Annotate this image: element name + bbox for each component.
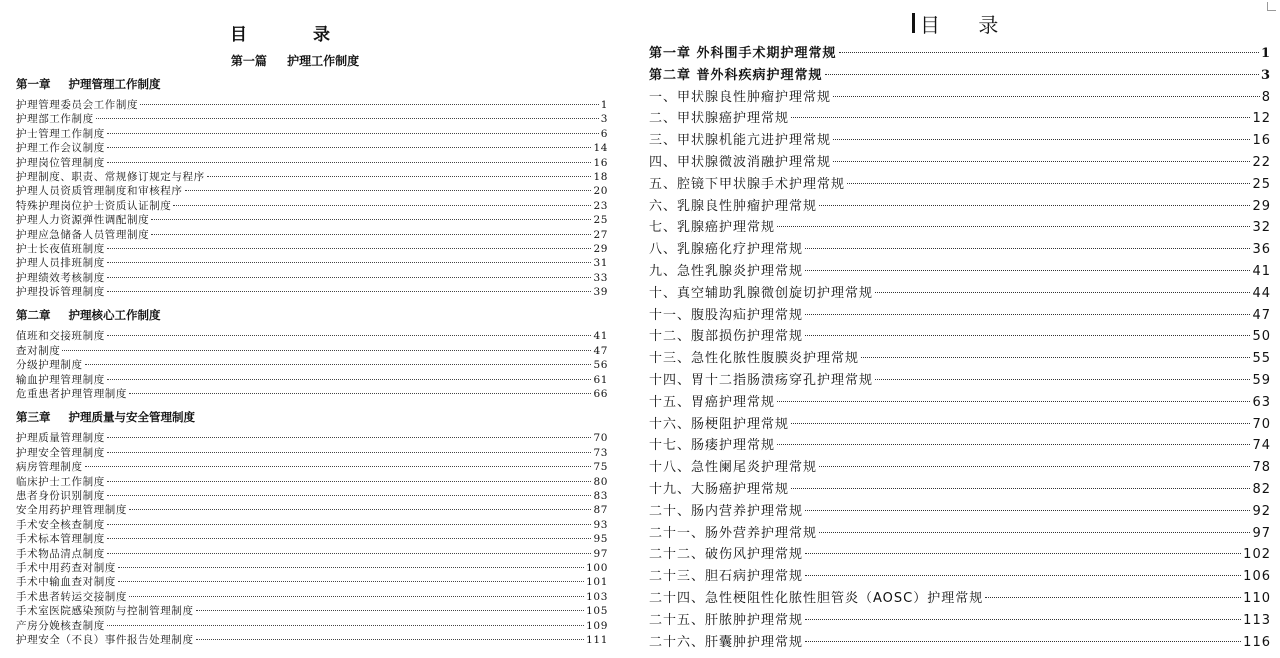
dot-leader <box>140 104 599 105</box>
toc-entry-page: 61 <box>593 373 608 386</box>
dot-leader <box>129 393 591 394</box>
dot-leader <box>833 96 1260 97</box>
toc-entry-page: 29 <box>1252 198 1271 214</box>
toc-entry-page: 31 <box>593 257 608 270</box>
dot-leader <box>819 532 1250 533</box>
toc-entry-title: 手术中输血查对制度 <box>16 576 116 589</box>
toc-entry-title: 护理绩效考核制度 <box>16 271 105 284</box>
toc-entry-title: 护理投诉管理制度 <box>16 286 105 299</box>
toc-entry-title: 手术患者转运交接制度 <box>16 590 127 603</box>
dot-leader <box>96 118 599 119</box>
toc-entry-page: 12 <box>1252 111 1271 127</box>
dot-leader <box>107 625 584 626</box>
dot-leader <box>805 314 1250 315</box>
toc-entry-page: 70 <box>593 432 608 445</box>
toc-entry <box>16 547 608 561</box>
toc-entry-title: 十、真空辅助乳腺微创旋切护理常规 <box>649 285 874 301</box>
dot-leader <box>777 444 1250 445</box>
toc-entry <box>649 239 1271 261</box>
toc-entry <box>16 98 608 112</box>
toc-entry <box>649 326 1271 348</box>
toc-entry <box>649 261 1271 283</box>
toc-entry-title: 二、甲状腺癌护理常规 <box>649 111 790 127</box>
toc-entry-page: 8 <box>1261 89 1271 105</box>
toc-entry <box>649 479 1271 501</box>
toc-entry-page: 97 <box>1252 525 1271 541</box>
dot-leader <box>805 553 1241 554</box>
toc-entry <box>649 392 1271 414</box>
dot-leader <box>107 524 592 525</box>
toc-entry-page: 106 <box>1243 569 1271 585</box>
toc-entry <box>16 141 608 155</box>
toc-entry <box>16 112 608 126</box>
toc-entry-page: 23 <box>593 199 608 212</box>
dot-leader <box>185 190 592 191</box>
dot-leader <box>805 335 1250 336</box>
toc-entry <box>649 152 1271 174</box>
toc-entry-page: 59 <box>1252 372 1271 388</box>
chapter-heading: 第一章 护理管理工作制度 <box>16 77 161 91</box>
toc-entry-page: 14 <box>593 142 608 155</box>
toc-entry-page: 113 <box>1243 612 1271 628</box>
toc-entry <box>16 460 608 474</box>
dot-leader <box>805 641 1241 642</box>
toc-entry-title: 护士管理工作制度 <box>16 127 105 140</box>
chapter-heading: 第三章 护理质量与安全管理制度 <box>16 410 196 425</box>
toc-entry <box>16 431 608 445</box>
toc-entry-title: 二十五、肝脓肿护理常规 <box>649 612 804 628</box>
toc-entry-page: 32 <box>1252 220 1271 236</box>
dot-leader <box>791 423 1250 424</box>
toc-entry-title: 护理应急储备人员管理制度 <box>16 228 150 241</box>
toc-entry-page: 87 <box>593 504 608 517</box>
toc-entry <box>649 566 1271 588</box>
toc-entry-title: 查对制度 <box>16 344 61 357</box>
toc-entry-title: 十二、腹部损伤护理常规 <box>649 329 804 345</box>
toc-entry <box>649 501 1271 523</box>
toc-entry-page: 27 <box>593 228 608 241</box>
toc-entry-page: 82 <box>1252 481 1271 497</box>
toc-entry-title: 二十四、急性梗阻性化脓性胆管炎（AOSC）护理常规 <box>649 590 984 606</box>
dot-leader <box>875 379 1250 380</box>
toc-entry-title: 手术中用药查对制度 <box>16 561 116 574</box>
toc-entry-page: 66 <box>593 388 608 401</box>
toc-entry <box>16 256 608 270</box>
toc-entry-title: 输血护理管理制度 <box>16 373 105 386</box>
dot-leader <box>118 581 584 582</box>
toc-entry-page: 25 <box>1252 176 1271 192</box>
toc-entry-page: 41 <box>593 330 608 343</box>
dot-leader <box>825 74 1259 75</box>
dot-leader <box>791 117 1250 118</box>
toc-entry-page: 63 <box>1252 394 1271 410</box>
toc-entry <box>649 523 1271 545</box>
dot-leader <box>151 219 591 220</box>
left-page-title: 目 录 <box>230 25 360 45</box>
text-cursor-icon <box>912 13 915 33</box>
toc-entry-title: 二十一、肠外营养护理常规 <box>649 525 818 541</box>
toc-entry <box>649 544 1271 566</box>
dot-leader <box>129 509 591 510</box>
toc-entry-page: 6 <box>600 127 608 140</box>
dot-leader <box>118 567 584 568</box>
dot-leader <box>805 248 1250 249</box>
toc-entry-title: 护理工作会议制度 <box>16 142 105 155</box>
dot-leader <box>805 575 1241 576</box>
toc-entry <box>16 373 608 387</box>
dot-leader <box>173 205 591 206</box>
toc-entry <box>16 604 608 618</box>
part-title: 第一篇 护理工作制度 <box>230 54 360 68</box>
toc-entry <box>16 475 608 489</box>
toc-entry-page: 75 <box>593 461 608 474</box>
toc-entry-page: 1 <box>600 99 608 111</box>
toc-entry-title: 手术标本管理制度 <box>16 533 105 546</box>
dot-leader <box>107 495 592 496</box>
toc-entry-page: 74 <box>1252 438 1271 454</box>
chapter-heading: 第二章 护理核心工作制度 <box>16 308 161 323</box>
chapter-spacer <box>16 401 608 407</box>
dot-leader <box>861 357 1250 358</box>
toc-entry-title: 危重患者护理管理制度 <box>16 388 127 401</box>
toc-entry-title: 手术安全核查制度 <box>16 518 105 531</box>
dot-leader <box>62 350 591 351</box>
toc-entry-page: 29 <box>593 242 608 255</box>
toc-entry-page: 16 <box>1252 133 1271 149</box>
toc-entry-page: 22 <box>1252 154 1271 170</box>
toc-entry-page: 111 <box>586 633 608 646</box>
toc-entry-title: 十三、急性化脓性腹膜炎护理常规 <box>649 351 860 367</box>
toc-entry <box>649 130 1271 152</box>
dot-leader <box>107 452 592 453</box>
toc-entry-title: 安全用药护理管理制度 <box>16 504 127 517</box>
toc-entry-page: 80 <box>593 475 608 488</box>
dot-leader <box>85 364 592 365</box>
dot-leader <box>847 183 1250 184</box>
toc-entry-page: 18 <box>593 170 608 183</box>
toc-entry-title: 特殊护理岗位护士资质认证制度 <box>16 199 172 212</box>
toc-entry-title: 护理安全管理制度 <box>16 446 105 459</box>
dot-leader <box>985 597 1241 598</box>
toc-entry <box>16 518 608 532</box>
toc-entry <box>16 285 608 299</box>
toc-entry-page: 55 <box>1252 351 1271 367</box>
toc-entry-title: 产房分娩核查制度 <box>16 619 105 632</box>
toc-entry <box>649 435 1271 457</box>
toc-entry <box>16 503 608 517</box>
toc-entry <box>16 127 608 141</box>
toc-entry <box>16 170 608 184</box>
toc-entry <box>649 43 1271 65</box>
toc-entry <box>16 489 608 503</box>
toc-entry-title: 值班和交接班制度 <box>16 330 105 343</box>
toc-entry-title: 五、腔镜下甲状腺手术护理常规 <box>649 176 846 192</box>
dot-leader <box>839 52 1259 53</box>
dot-leader <box>85 466 592 467</box>
dot-leader <box>196 610 585 611</box>
right-toc-list <box>649 43 1271 653</box>
toc-entry-title: 十一、腹股沟疝护理常规 <box>649 307 804 323</box>
right-page-title: 目 录 <box>920 13 1015 37</box>
dot-leader <box>107 335 592 336</box>
toc-entry <box>649 174 1271 196</box>
toc-entry <box>16 561 608 575</box>
toc-entry-page: 47 <box>1252 307 1271 323</box>
toc-entry <box>649 632 1271 654</box>
toc-entry-title: 护理制度、职责、常规修订规定与程序 <box>16 170 205 183</box>
toc-entry-title: 护理人员排班制度 <box>16 257 105 270</box>
toc-entry-title: 九、急性乳腺炎护理常规 <box>649 263 804 279</box>
toc-entry <box>649 610 1271 632</box>
toc-entry <box>16 387 608 401</box>
toc-entry-title: 护士长夜值班制度 <box>16 242 105 255</box>
toc-entry-page: 83 <box>593 489 608 502</box>
toc-entry <box>16 344 608 358</box>
dot-leader <box>777 226 1250 227</box>
dot-leader <box>819 205 1250 206</box>
toc-entry-page: 33 <box>593 271 608 284</box>
dot-leader <box>805 510 1250 511</box>
chapter-spacer <box>16 299 608 305</box>
toc-entry-page: 47 <box>593 344 608 357</box>
toc-entry-title: 护理岗位管理制度 <box>16 156 105 169</box>
toc-entry-title: 二十三、胆石病护理常规 <box>649 569 804 585</box>
toc-entry-page: 39 <box>593 286 608 299</box>
dot-leader <box>833 139 1250 140</box>
toc-entry <box>649 588 1271 610</box>
toc-entry <box>16 619 608 633</box>
right-document-page <box>640 0 1280 658</box>
toc-entry-page: 97 <box>593 547 608 560</box>
dot-leader <box>107 481 592 482</box>
dot-leader <box>207 176 592 177</box>
toc-entry <box>16 575 608 589</box>
toc-entry-title: 第一章 外科围手术期护理常规 <box>649 46 837 61</box>
toc-entry <box>649 217 1271 239</box>
toc-entry-page: 3 <box>600 113 608 126</box>
left-toc-list <box>16 76 608 647</box>
toc-entry <box>649 457 1271 479</box>
toc-entry <box>16 228 608 242</box>
page-corner-mark <box>1267 2 1276 11</box>
toc-entry-page: 95 <box>593 533 608 546</box>
toc-entry <box>16 271 608 285</box>
toc-entry <box>16 358 608 372</box>
toc-entry-page: 50 <box>1252 329 1271 345</box>
dot-leader <box>107 262 592 263</box>
toc-entry <box>16 184 608 198</box>
toc-entry-title: 二十、肠内营养护理常规 <box>649 503 804 519</box>
toc-entry <box>16 199 608 213</box>
toc-entry-title: 七、乳腺癌护理常规 <box>649 220 776 236</box>
toc-entry-title: 十八、急性阑尾炎护理常规 <box>649 460 818 476</box>
toc-entry <box>649 65 1271 87</box>
toc-entry <box>16 156 608 170</box>
toc-entry-title: 十九、大肠癌护理常规 <box>649 481 790 497</box>
toc-entry-title: 三、甲状腺机能亢进护理常规 <box>649 133 832 149</box>
toc-entry-page: 3 <box>1260 67 1271 83</box>
toc-entry-page: 102 <box>1243 547 1271 563</box>
toc-entry-title: 护理人员资质管理制度和审核程序 <box>16 185 183 198</box>
toc-entry-title: 四、甲状腺微波消融护理常规 <box>649 154 832 170</box>
dot-leader <box>129 596 584 597</box>
toc-entry-title: 护理安全（不良）事件报告处理制度 <box>16 633 194 646</box>
toc-entry-page: 20 <box>593 185 608 198</box>
toc-entry-title: 二十六、肝囊肿护理常规 <box>649 634 804 650</box>
toc-entry-title: 二十二、破伤风护理常规 <box>649 547 804 563</box>
dot-leader <box>107 147 592 148</box>
dot-leader <box>107 162 592 163</box>
toc-entry <box>649 283 1271 305</box>
toc-entry-page: 105 <box>586 605 608 618</box>
toc-entry-page: 109 <box>586 619 608 632</box>
toc-entry-title: 病房管理制度 <box>16 461 83 474</box>
toc-entry <box>649 87 1271 109</box>
toc-entry-page: 41 <box>1252 263 1271 279</box>
dot-leader <box>805 270 1250 271</box>
toc-entry-page: 16 <box>593 156 608 169</box>
toc-entry-title: 十六、肠梗阻护理常规 <box>649 416 790 432</box>
dot-leader <box>107 553 592 554</box>
toc-entry-page: 25 <box>593 214 608 227</box>
left-document-page <box>0 0 625 658</box>
toc-entry-page: 101 <box>586 576 608 589</box>
toc-entry <box>649 305 1271 327</box>
toc-entry-page: 93 <box>593 518 608 531</box>
dot-leader <box>107 379 592 380</box>
toc-entry <box>649 370 1271 392</box>
dot-leader <box>791 488 1250 489</box>
toc-entry-title: 护理人力资源弹性调配制度 <box>16 214 150 227</box>
toc-entry-page: 56 <box>593 359 608 372</box>
toc-entry-title: 手术物品清点制度 <box>16 547 105 560</box>
toc-entry-title: 手术室医院感染预防与控制管理制度 <box>16 605 194 618</box>
toc-entry <box>16 633 608 647</box>
toc-entry-page: 92 <box>1252 503 1271 519</box>
dot-leader <box>875 292 1250 293</box>
toc-entry-title: 第二章 普外科疾病护理常规 <box>649 67 823 83</box>
toc-entry <box>16 242 608 256</box>
toc-entry-title: 八、乳腺癌化疗护理常规 <box>649 242 804 258</box>
toc-entry <box>16 213 608 227</box>
toc-entry-title: 六、乳腺良性肿瘤护理常规 <box>649 198 818 214</box>
dot-leader <box>805 619 1241 620</box>
dot-leader <box>833 161 1250 162</box>
toc-entry-title: 护理部工作制度 <box>16 113 94 126</box>
toc-entry-page: 116 <box>1243 634 1271 650</box>
dot-leader <box>107 538 592 539</box>
dot-leader <box>107 277 592 278</box>
dot-leader <box>819 466 1250 467</box>
toc-entry-title: 护理质量管理制度 <box>16 432 105 445</box>
dot-leader <box>196 639 585 640</box>
toc-entry-title: 十五、胃癌护理常规 <box>649 394 776 410</box>
toc-entry-title: 分级护理制度 <box>16 359 83 372</box>
dot-leader <box>107 291 592 292</box>
dot-leader <box>107 248 592 249</box>
toc-entry <box>649 196 1271 218</box>
toc-entry <box>16 329 608 343</box>
toc-entry-title: 一、甲状腺良性肿瘤护理常规 <box>649 89 832 105</box>
toc-entry-page: 44 <box>1252 285 1271 301</box>
toc-entry-page: 70 <box>1252 416 1271 432</box>
toc-entry <box>649 414 1271 436</box>
toc-entry-page: 110 <box>1243 590 1271 606</box>
toc-entry-title: 十四、胃十二指肠溃疡穿孔护理常规 <box>649 372 874 388</box>
dot-leader <box>151 234 591 235</box>
dot-leader <box>107 437 592 438</box>
toc-entry <box>649 348 1271 370</box>
dot-leader <box>107 133 599 134</box>
toc-entry <box>16 590 608 604</box>
toc-entry-page: 103 <box>586 590 608 603</box>
toc-entry-page: 78 <box>1252 460 1271 476</box>
toc-entry-title: 患者身份识别制度 <box>16 489 105 502</box>
dot-leader <box>777 401 1250 402</box>
toc-entry <box>649 108 1271 130</box>
toc-entry-page: 1 <box>1260 46 1271 61</box>
toc-entry-page: 73 <box>593 446 608 459</box>
toc-entry-page: 36 <box>1252 242 1271 258</box>
toc-entry <box>16 446 608 460</box>
toc-entry-title: 十七、肠瘘护理常规 <box>649 438 776 454</box>
toc-entry-title: 临床护士工作制度 <box>16 475 105 488</box>
toc-entry <box>16 532 608 546</box>
toc-entry-title: 护理管理委员会工作制度 <box>16 99 139 111</box>
toc-entry-page: 100 <box>586 561 608 574</box>
